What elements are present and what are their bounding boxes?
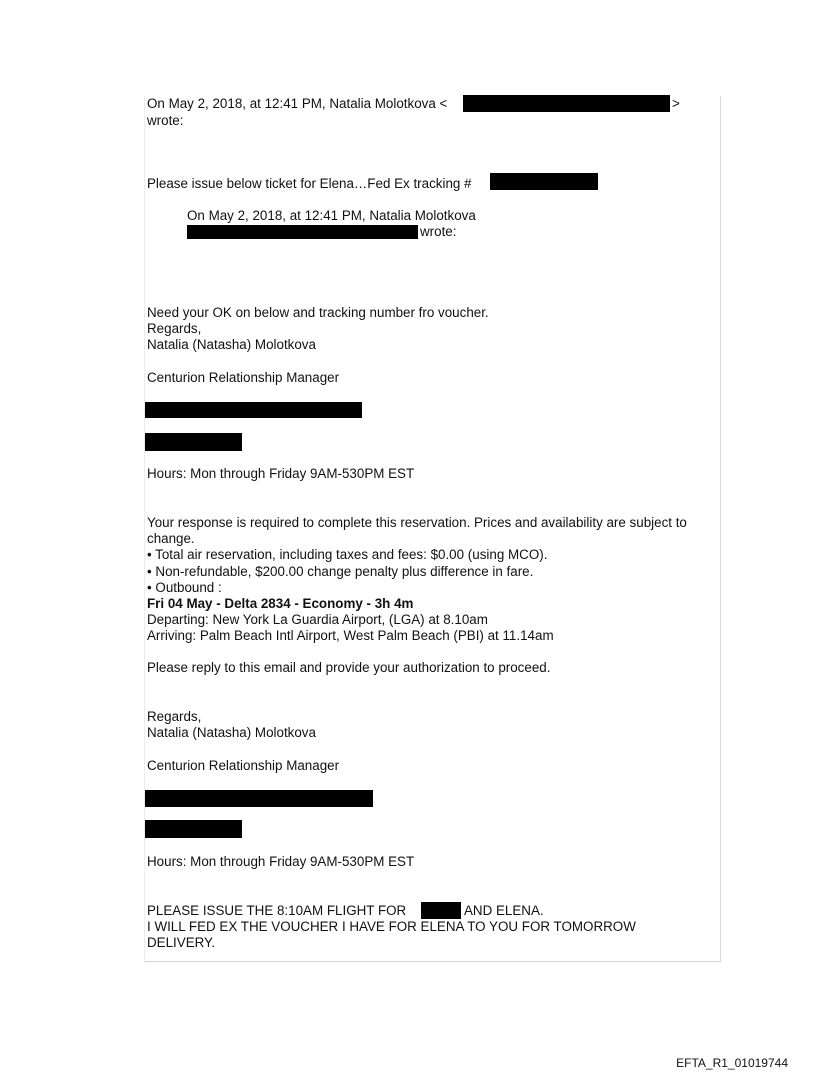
redacted-contact [145, 402, 362, 418]
document-id: EFTA_R1_01019744 [676, 1056, 788, 1070]
caps-line: I WILL FED EX THE VOUCHER I HAVE FOR ELENA TO YOU FOR TOMORROW [147, 919, 636, 934]
regards: Regards, [147, 709, 202, 724]
reply-line: Please reply to this email and provide your authorization to proceed. [147, 660, 551, 675]
redacted-email [187, 225, 418, 239]
redacted-contact [145, 820, 242, 838]
header-gt: > [672, 96, 680, 111]
redacted-contact [145, 433, 242, 451]
regards: Regards, [147, 321, 202, 336]
redacted-tracking [490, 173, 598, 190]
issue-line: Please issue below ticket for Elena…Fed Ex tracking # [147, 176, 472, 191]
bullet-total: • Total air reservation, including taxes and fees: $0.00 (using MCO). [147, 547, 548, 562]
header-line: On May 2, 2018, at 12:41 PM, Natalia Molotkova < [147, 96, 448, 111]
bullet-refund: • Non-refundable, $200.00 change penalty plus difference in fare. [147, 564, 534, 579]
sender-name: Natalia (Natasha) Molotkova [147, 337, 316, 352]
redacted-email [463, 95, 670, 112]
caps-line-end: AND ELENA. [464, 903, 544, 918]
sender-title: Centurion Relationship Manager [147, 758, 340, 773]
need-ok-line: Need your OK on below and tracking number fro voucher. [147, 305, 489, 320]
header-wrote: wrote: [147, 113, 184, 128]
hours-line: Hours: Mon through Friday 9AM-530PM EST [147, 854, 415, 869]
quoted-header: On May 2, 2018, at 12:41 PM, Natalia Molotkova [187, 208, 476, 223]
response-line: Your response is required to complete this reservation. Prices and availability are subject to [147, 515, 687, 530]
redacted-contact [145, 790, 373, 807]
flight-summary: Fri 04 May - Delta 2834 - Economy - 3h 4m [147, 596, 414, 611]
bullet-outbound: • Outbound : [147, 580, 222, 595]
sender-title: Centurion Relationship Manager [147, 370, 340, 385]
caps-line: DELIVERY. [147, 935, 215, 950]
caps-line: PLEASE ISSUE THE 8:10AM FLIGHT FOR [147, 903, 407, 918]
hours-line: Hours: Mon through Friday 9AM-530PM EST [147, 466, 415, 481]
sender-name: Natalia (Natasha) Molotkova [147, 725, 316, 740]
quoted-wrote: wrote: [420, 224, 457, 239]
redacted-name [421, 902, 461, 919]
departing-line: Departing: New York La Guardia Airport, (LGA) at 8.10am [147, 612, 488, 627]
arriving-line: Arriving: Palm Beach Intl Airport, West Palm Beach (PBI) at 11.14am [147, 628, 554, 643]
response-line-cont: change. [147, 531, 195, 546]
